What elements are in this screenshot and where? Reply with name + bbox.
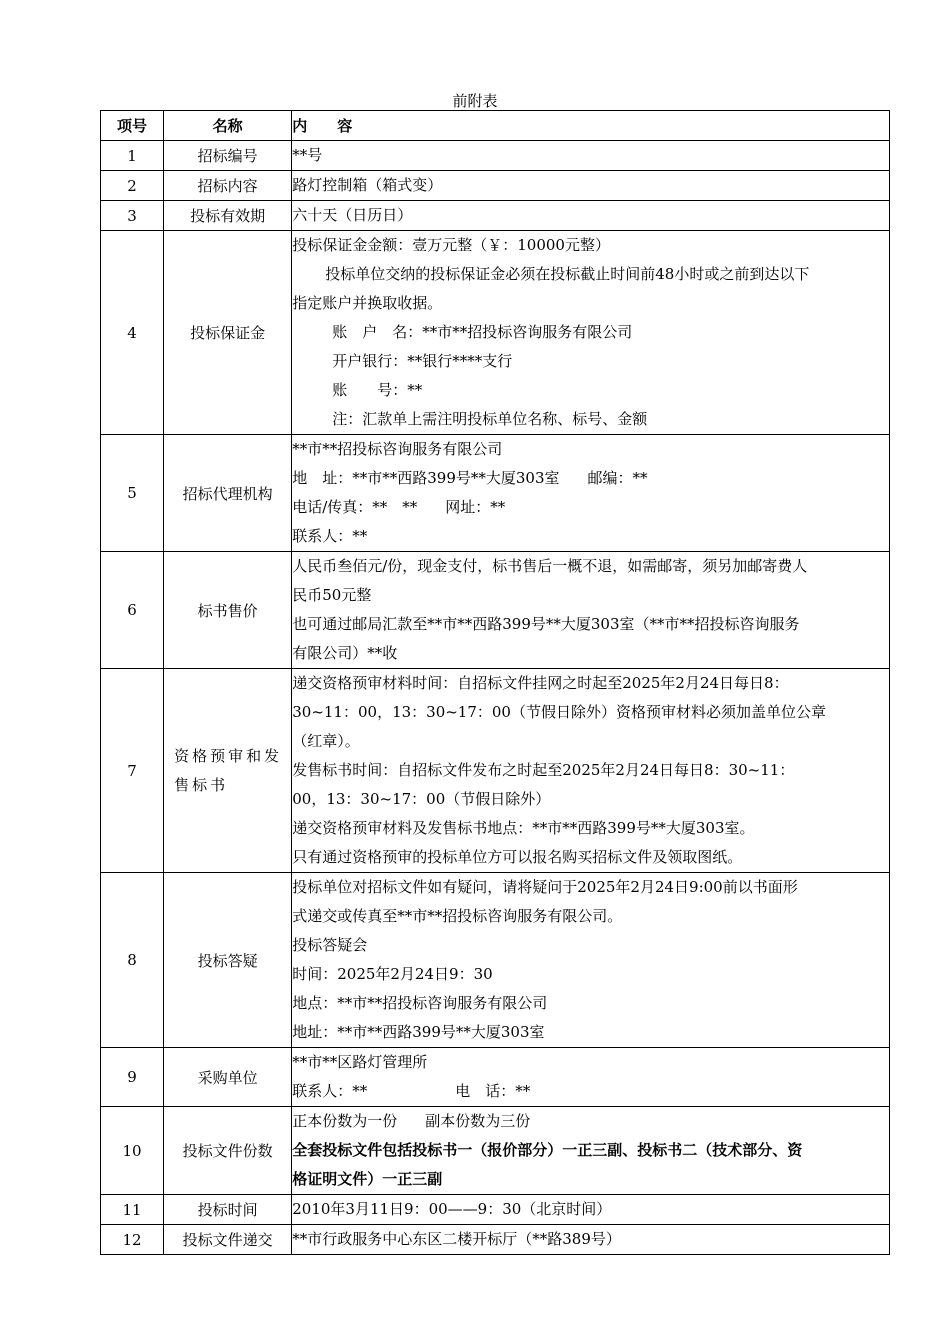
table-row <box>101 1107 890 1195</box>
content-line: 人民币叁佰元/份，现金支付，标书售后一概不退，如需邮寄，须另加邮寄费人 <box>292 557 808 575</box>
row-no: 7 <box>101 669 164 873</box>
table-row <box>101 552 890 669</box>
content-line: 地点：**市**招投标咨询服务有限公司 <box>292 994 548 1012</box>
row-no: 9 <box>101 1048 164 1107</box>
row-content <box>292 201 890 231</box>
table-row <box>101 1195 890 1225</box>
content-line: 指定账户并换取收据。 <box>292 294 443 312</box>
row-no: 8 <box>101 873 164 1048</box>
row-name: 投标答疑 <box>164 873 292 1048</box>
content-line: 投标保证金金额：壹万元整（￥：10000元整） <box>292 236 610 254</box>
table-row <box>101 1225 890 1255</box>
content-line: **市**区路灯管理所 <box>292 1053 428 1071</box>
content-line: **号 <box>292 146 323 164</box>
row-no: 5 <box>101 435 164 552</box>
content-line: 递交资格预审材料时间：自招标文件挂网之时起至2025年2月24日每日8： <box>292 674 789 692</box>
phone-text: 电 话：** <box>455 1082 531 1100</box>
row-content <box>292 435 890 552</box>
row-name: 投标文件递交 <box>164 1225 292 1255</box>
row-content <box>292 1225 890 1255</box>
content-line <box>292 1077 889 1106</box>
table-header-row <box>101 111 890 141</box>
row-content <box>292 552 890 669</box>
row-content <box>292 171 890 201</box>
duplicate-copies-text: 副本份数为三份 <box>425 1112 531 1130</box>
header-content: 内 容 <box>292 111 890 141</box>
table-row <box>101 171 890 201</box>
content-line: 时间：2025年2月24日9：30 <box>292 965 493 983</box>
content-line: **市**招投标咨询服务有限公司 <box>292 440 503 458</box>
content-line: 式递交或传真至**市**招投标咨询服务有限公司。 <box>292 907 623 925</box>
content-line: 开户银行：**银行****支行 <box>332 352 513 370</box>
row-no: 6 <box>101 552 164 669</box>
table-row <box>101 201 890 231</box>
row-name: 采购单位 <box>164 1048 292 1107</box>
content-line: 发售标书时间：自招标文件发布之时起至2025年2月24日每日8：30~11： <box>292 761 795 779</box>
content-line: 00，13：30~17：00（节假日除外） <box>292 790 551 808</box>
content-line: 账 户 名：**市**招投标咨询服务有限公司 <box>332 323 633 341</box>
table-row <box>101 1048 890 1107</box>
table-row <box>101 873 890 1048</box>
content-line: 联系人：** <box>292 527 368 545</box>
row-no: 11 <box>101 1195 164 1225</box>
table-row <box>101 141 890 171</box>
table-row <box>101 435 890 552</box>
row-no: 3 <box>101 201 164 231</box>
content-line: 全套投标文件包括投标书一（报价部分）一正三副、投标书二（技术部分、资 <box>292 1141 803 1159</box>
address-text: 地 址：**市**西路399号**大厦303室 <box>292 469 560 487</box>
content-line: 投标答疑会 <box>292 936 368 954</box>
table-row <box>101 231 890 435</box>
content-line <box>292 1107 889 1136</box>
content-line: 投标单位交纳的投标保证金必须在投标截止时间前48小时或之前到达以下 <box>325 265 810 283</box>
content-line: 注：汇款单上需注明投标单位名称、标号、金额 <box>332 410 648 428</box>
row-content <box>292 141 890 171</box>
phone-text: 电话/传真：** ** <box>292 498 418 516</box>
content-line: 也可通过邮局汇款至**市**西路399号**大厦303室（**市**招投标咨询服务 <box>292 615 800 633</box>
content-line: 地址：**市**西路399号**大厦303室 <box>292 1023 545 1041</box>
row-content <box>292 1107 890 1195</box>
contact-text: 联系人：** <box>292 1082 368 1100</box>
row-name: 标书售价 <box>164 552 292 669</box>
row-name-line: 资格预审和发 <box>174 746 283 765</box>
row-content <box>292 669 890 873</box>
row-name: 投标保证金 <box>164 231 292 435</box>
row-name: 招标代理机构 <box>164 435 292 552</box>
content-line: 2010年3月11日9：00——9：30（北京时间） <box>292 1200 612 1218</box>
row-no: 1 <box>101 141 164 171</box>
row-content <box>292 873 890 1048</box>
postcode-text: 邮编：** <box>587 469 648 487</box>
header-no: 项号 <box>101 111 164 141</box>
header-name: 名称 <box>164 111 292 141</box>
content-line: （红章）。 <box>292 732 360 750</box>
content-line: 民币50元整 <box>292 586 372 604</box>
content-line: 投标单位对招标文件如有疑问，请将疑问于2025年2月24日9:00前以书面形 <box>292 878 798 896</box>
row-no: 10 <box>101 1107 164 1195</box>
row-no: 4 <box>101 231 164 435</box>
content-line: 有限公司）**收 <box>292 644 398 662</box>
website-text: 网址：** <box>445 498 506 516</box>
content-line: **市行政服务中心东区二楼开标厅（**路389号） <box>292 1230 621 1248</box>
row-no: 2 <box>101 171 164 201</box>
content-line: 递交资格预审材料及发售标书地点：**市**西路399号**大厦303室。 <box>292 819 755 837</box>
content-line: 格证明文件）一正三副 <box>292 1170 443 1188</box>
row-content <box>292 231 890 435</box>
row-content <box>292 1048 890 1107</box>
row-name-line: 售标书 <box>174 775 229 794</box>
row-no: 12 <box>101 1225 164 1255</box>
page-title: 前附表 <box>452 92 498 110</box>
original-copies-text: 正本份数为一份 <box>292 1112 398 1130</box>
front-table <box>100 110 890 1255</box>
content-line: 路灯控制箱（箱式变） <box>292 176 443 194</box>
row-name: 投标有效期 <box>164 201 292 231</box>
row-name: 投标文件份数 <box>164 1107 292 1195</box>
content-line: 账 号：** <box>332 381 423 399</box>
row-content <box>292 1195 890 1225</box>
row-name: 投标时间 <box>164 1195 292 1225</box>
row-name: 招标编号 <box>164 141 292 171</box>
content-line <box>292 493 889 522</box>
table-row <box>101 669 890 873</box>
row-name <box>164 669 292 873</box>
content-line: 六十天（日历日） <box>292 206 413 224</box>
row-name: 招标内容 <box>164 171 292 201</box>
content-line: 30~11：00，13：30~17：00（节假日除外）资格预审材料必须加盖单位公章 <box>292 703 826 721</box>
content-line <box>292 464 889 493</box>
content-line: 只有通过资格预审的投标单位方可以报名购买招标文件及领取图纸。 <box>292 848 743 866</box>
